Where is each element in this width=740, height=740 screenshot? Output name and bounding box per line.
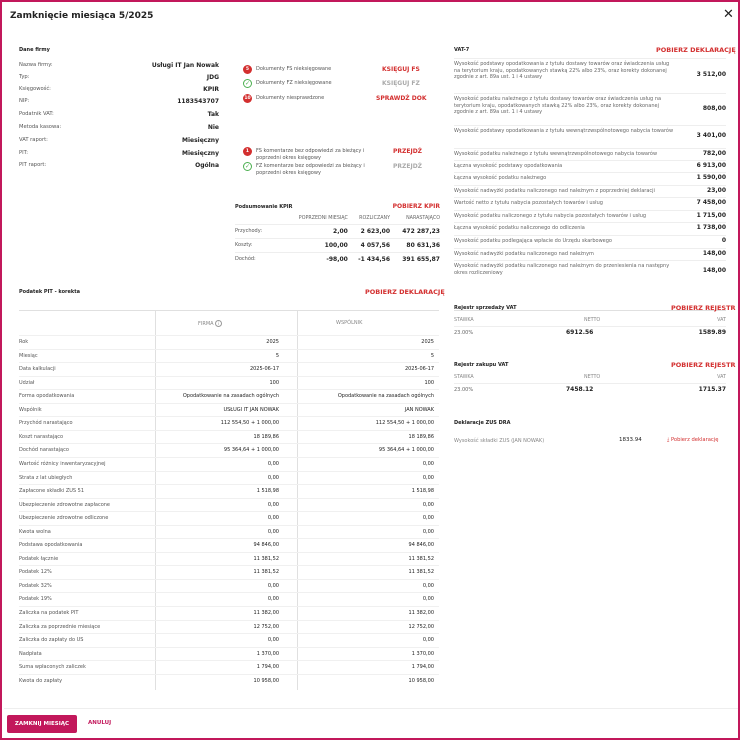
pit-partner-value: 0,00 (422, 596, 434, 603)
doc-status-text: Dokumenty FZ nieksięgowane (256, 80, 332, 86)
firm-value: Ogólna (195, 162, 219, 169)
vat7-label: Wysokość nadwyżki podatku naliczonego nad należnym z poprzedniej deklaracji (454, 188, 655, 194)
vat7-row (454, 185, 726, 197)
vat7-value: 6 913,00 (696, 162, 726, 169)
pit-row (19, 620, 439, 634)
purchase-register-header: STAWKA NETTO VAT (454, 375, 726, 380)
vat7-value: 1 590,00 (696, 174, 726, 181)
firm-row (19, 86, 219, 98)
count-badge: 5 (243, 65, 252, 74)
pit-partner-value: 112 554,50 + 1 000,00 (375, 420, 434, 427)
pit-firm-value: Opodatkowanie na zasadach ogólnych (182, 393, 279, 400)
doc-action-link[interactable]: KSIĘGUJ FS (382, 66, 420, 73)
pit-partner-value: 11 381,52 (408, 569, 434, 576)
purchase-register-row: 23.00% 7458.12 1715.37 (454, 383, 726, 395)
kpir-value: 391 655,87 (402, 255, 440, 263)
pit-label: Dochód narastająco (19, 447, 69, 454)
firm-row (19, 150, 219, 162)
firm-row (19, 98, 219, 110)
doc-action-link[interactable]: KSIĘGUJ FZ (382, 80, 420, 87)
firm-row (19, 162, 219, 174)
vat7-label: Wysokość podstawy opodatkowania z tytułu wewnątrzwspólnotowego nabycia towarów (454, 128, 674, 134)
pit-partner-value: 94 846,00 (408, 542, 434, 549)
vat7-value: 23,00 (707, 187, 726, 194)
pit-row (19, 647, 439, 661)
firm-value: Miesięczny (181, 137, 219, 144)
kpir-value: 100,00 (324, 241, 348, 249)
zus-heading: Deklaracje ZUS DRA (454, 420, 511, 426)
pit-row (19, 498, 439, 512)
vat7-label: Łączna wysokość podatku naliczonego do odliczenia (454, 225, 585, 231)
pit-label: Podatek 32% (19, 582, 52, 589)
pit-label: Suma wpłaconych zaliczek (19, 664, 86, 671)
doc-status-text: FZ komentarze bez odpowiedzi za bieżący i poprzedni okres księgowy (256, 163, 365, 176)
vat7-row (454, 210, 726, 222)
vat7-label: Wysokość podatku należnego z tytułu wewnątrzwspólnotowego nabycia towarów (454, 151, 658, 157)
kpir-row (235, 238, 440, 252)
firm-label: Podatnik VAT: (19, 111, 54, 117)
vat7-value: 3 401,00 (696, 132, 726, 139)
pit-firm-value: 0,00 (267, 582, 279, 589)
firm-value: Miesięczny (181, 150, 219, 157)
pit-firm-value: 0,00 (267, 460, 279, 467)
kpir-label: Dochód: (235, 256, 256, 263)
firm-row (19, 137, 219, 149)
pit-partner-value: 100 (424, 379, 434, 386)
pit-label: Podatek 19% (19, 596, 52, 603)
kpir-col: ROZLICZANY (359, 215, 391, 221)
pit-label: Kwota wolna (19, 528, 51, 535)
download-vat7-link[interactable]: POBIERZ DEKLARACJĘ (656, 46, 736, 54)
pit-row (19, 592, 439, 606)
vat7-value: 1 715,00 (696, 212, 726, 219)
vat7-label: Wysokość nadwyżki podatku naliczonego nad należnym (454, 251, 594, 257)
doc-status-row (243, 148, 443, 164)
pit-partner-value: 2025-06-17 (404, 366, 434, 373)
pit-firm-value: 2025 (266, 339, 279, 345)
vat7-row (454, 197, 726, 209)
doc-status-text: Dokumenty FS nieksięgowane (256, 66, 332, 72)
pit-partner-value: 0,00 (422, 528, 434, 535)
pit-label: Strata z lat ubiegłych (19, 474, 73, 481)
vat7-heading: VAT-7 (454, 47, 470, 53)
pit-partner-value: 2025 (421, 339, 434, 345)
pit-row (19, 552, 439, 566)
pit-label: Ubezpieczenie zdrowotne odliczone (19, 515, 109, 522)
vat7-row (454, 125, 726, 147)
check-icon: ✓ (244, 163, 251, 170)
vat7-value: 0 (721, 237, 726, 244)
pit-firm-value: 18 189,86 (253, 433, 279, 440)
sales-register-heading: Rejestr sprzedaży VAT (454, 305, 517, 311)
vat7-value: 808,00 (702, 104, 726, 112)
pit-row (19, 349, 439, 363)
vat7-value: 7 458,00 (696, 199, 726, 206)
count-badge: 1 (243, 147, 252, 156)
pit-row (19, 606, 439, 620)
firm-value: 1183543707 (177, 98, 219, 105)
pit-partner-value: 1 518,98 (411, 488, 434, 495)
firm-row (19, 111, 219, 123)
vat7-label: Wysokość podatku podlegająca wpłacie do Urzędu skarbowego (454, 238, 612, 244)
pit-firm-value: 112 554,50 + 1 000,00 (220, 420, 279, 427)
pit-row (19, 416, 439, 430)
pit-label: Kwota do zapłaty (19, 677, 63, 684)
doc-action-link[interactable]: PRZEJDŹ (393, 163, 423, 170)
pit-firm-value: 2025-06-17 (249, 366, 279, 373)
pit-partner-value: 0,00 (422, 501, 434, 508)
firm-row (19, 74, 219, 86)
pit-row (19, 430, 439, 444)
zus-label: Wysokość składki ZUS (JAN NOWAK) (454, 438, 545, 444)
doc-status-row (243, 80, 443, 96)
pit-row (19, 484, 439, 498)
purchase-register-heading: Rejestr zakupu VAT (454, 362, 509, 368)
vat7-value: 148,00 (702, 250, 726, 257)
pit-partner-value: 10 958,00 (408, 677, 434, 684)
pit-row (19, 538, 439, 552)
pit-row (19, 633, 439, 647)
pit-partner-value: 11 381,52 (408, 555, 434, 562)
kpir-summary (235, 203, 440, 266)
firm-label: PIT raport: (19, 162, 47, 168)
kpir-label: Koszty: (235, 242, 253, 248)
vat7-label: Łączna wysokość podstawy opodatkowania (454, 163, 563, 169)
pit-label: Data kalkulacji (19, 366, 56, 373)
pit-label: Ubezpieczenie zdrowotne zapłacone (19, 501, 110, 508)
pit-partner-value: 0,00 (422, 637, 434, 644)
firm-label: Nazwa firmy: (19, 62, 53, 68)
doc-status-row (243, 163, 443, 179)
pit-heading: Podatek PIT - korekta (19, 289, 80, 295)
pit-partner-value: 0,00 (422, 582, 434, 589)
pit-label: Podstawa opodatkowania (19, 542, 83, 549)
vat7-label: Wartość netto z tytułu nabycia pozostałych towarów i usług (454, 200, 603, 206)
download-kpir-link[interactable]: POBIERZ KPIR (392, 203, 440, 210)
download-icon: ⤓ (667, 437, 670, 443)
vat7-row (454, 160, 726, 172)
kpir-value: 4 057,56 (360, 241, 391, 249)
pit-partner-value: 0,00 (422, 515, 434, 522)
pit-col-firm: FIRMA i (198, 320, 222, 327)
pit-label: Zapłacone składki ZUS 51 (19, 488, 85, 495)
pit-label: Udział (19, 379, 35, 386)
doc-status-text: Dokumenty niesprawdzone (256, 95, 325, 101)
download-sales-register-link[interactable]: POBIERZ REJESTR (671, 304, 736, 312)
firm-label: Typ: (19, 74, 30, 80)
vat7-value: 782,00 (702, 150, 726, 157)
sales-register-header: STAWKA NETTO VAT (454, 318, 726, 323)
vat7-value: 1 738,00 (696, 224, 726, 231)
pit-firm-value: 1 518,98 (256, 488, 279, 495)
firm-value: Usługi IT Jan Nowak (151, 62, 219, 69)
pit-partner-value: 1 370,00 (411, 650, 434, 657)
download-pit-link[interactable]: POBIERZ DEKLARACJĘ (365, 288, 445, 296)
pit-firm-value: 0,00 (267, 596, 279, 603)
download-purchase-register-link[interactable]: POBIERZ REJESTR (671, 361, 736, 369)
pit-partner-value: 0,00 (422, 460, 434, 467)
pit-row (19, 389, 439, 403)
pit-col-partner: WSPÓLNIK (336, 320, 363, 326)
pit-firm-value: 0,00 (267, 501, 279, 508)
pit-label: Rok (19, 339, 29, 345)
pit-firm-value: USŁUGI IT JAN NOWAK (223, 406, 279, 413)
pit-row (19, 443, 439, 457)
pit-partner-value: Opodatkowanie na zasadach ogólnych (337, 393, 434, 400)
firm-label: VAT raport: (19, 137, 48, 143)
pit-firm-value: 11 381,52 (253, 569, 279, 576)
firm-label: Księgowość: (19, 86, 51, 92)
cancel-button[interactable]: ANULUJ (88, 720, 112, 726)
info-icon[interactable]: i (215, 320, 222, 327)
kpir-col: NARASTAJĄCO (406, 215, 440, 221)
pit-partner-value: 0,00 (422, 474, 434, 481)
pit-firm-value: 0,00 (267, 528, 279, 535)
vat7-row (454, 148, 726, 160)
firm-value: JDG (206, 74, 219, 81)
pit-row (19, 376, 439, 390)
kpir-value: -98,00 (326, 255, 348, 263)
pit-label: Podatek 12% (19, 569, 52, 576)
pit-firm-value: 0,00 (267, 515, 279, 522)
kpir-heading: Podsumowanie KPIR (235, 204, 293, 210)
pit-label: Zaliczka za poprzednie miesiące (19, 623, 101, 630)
firm-value: Nie (207, 124, 219, 131)
pit-firm-value: 5 (275, 352, 279, 359)
close-icon[interactable]: ✕ (723, 7, 734, 22)
pit-firm-value: 1 794,00 (256, 664, 279, 671)
firm-row (19, 62, 219, 74)
vat7-label: Łączna wysokość podatku należnego (454, 175, 547, 181)
download-zus-link[interactable]: ⤓ Pobierz deklarację (667, 437, 719, 443)
kpir-row (235, 224, 440, 238)
pit-partner-value: 12 752,00 (408, 623, 434, 630)
dialog-title: Zamknięcie miesiąca 5/2025 (10, 11, 154, 21)
vat7-value: 148,00 (702, 267, 726, 274)
kpir-value: 472 287,23 (402, 227, 440, 235)
pit-firm-value: 12 752,00 (253, 623, 279, 630)
kpir-value: 2,00 (333, 227, 348, 235)
pit-label: Zaliczka na podatek PIT (19, 610, 79, 616)
pit-row (19, 579, 439, 593)
pit-label: Forma opodatkowania (19, 393, 75, 400)
doc-action-link[interactable]: PRZEJDŹ (393, 148, 423, 155)
pit-label: Podatek łącznie (19, 555, 59, 562)
vat7-label: Wysokość podatku należnego z tytułu dostawy towarów oraz świadczenia usług na terytorium kraju, opodatkowanych stawką 22% albo 23%, oraz korekty dokonanej zgodnie z art. 89a ust. 1 i 4 ustawy (454, 96, 662, 115)
vat7-label: Wysokość podstawy opodatkowania z tytułu dostawy towarów oraz świadczenia usług na terytorium kraju, opodatkowanych stawką 22% albo 23%, oraz korekty dokonanej zgodnie z art. 89a ust. 1 i 4 ustawy (454, 61, 670, 80)
doc-status-row (243, 95, 443, 111)
vat7-row (454, 58, 726, 92)
vat7-label: Wysokość podatku naliczonego z tytułu nabycia pozostałych towarów i usług (454, 213, 647, 219)
pit-partner-value: 18 189,86 (408, 433, 434, 440)
pit-firm-value: 11 382,00 (253, 610, 279, 616)
firm-label: Metoda kasowa: (19, 124, 62, 130)
firm-heading: Dane firmy (19, 47, 50, 53)
pit-firm-value: 100 (269, 379, 279, 386)
vat7-row (454, 248, 726, 260)
vat7-value: 3 512,00 (696, 71, 726, 78)
firm-value: Tak (207, 111, 219, 118)
vat7-row (454, 222, 726, 234)
pit-firm-value: 11 381,52 (253, 555, 279, 562)
pit-row (19, 525, 439, 539)
vat7-row (454, 172, 726, 184)
kpir-col: POPRZEDNI MIESIĄC (298, 215, 348, 221)
pit-label: Wartość różnicy inwentaryzacyjnej (19, 460, 106, 467)
pit-row (19, 674, 439, 688)
close-month-button[interactable]: ZAMKNIJ MIESIĄC (7, 715, 77, 733)
firm-value: KPIR (203, 86, 219, 93)
pit-partner-value: 95 364,64 + 1 000,00 (378, 447, 434, 454)
pit-row (19, 660, 439, 674)
pit-label: Koszt narastająco (19, 433, 64, 440)
pit-partner-value: 5 (430, 352, 434, 359)
kpir-row (235, 252, 440, 266)
pit-label: Zaliczka do zapłaty do US (19, 637, 84, 644)
firm-label: NIP: (19, 98, 30, 104)
pit-label: Nadpłata (19, 650, 42, 657)
pit-row (19, 403, 439, 417)
pit-firm-value: 0,00 (267, 637, 279, 644)
check-icon: ✓ (244, 80, 251, 87)
pit-firm-value: 0,00 (267, 474, 279, 481)
kpir-label: Przychody: (235, 228, 262, 234)
kpir-value: 2 623,00 (360, 227, 391, 235)
kpir-value: -1 434,56 (358, 255, 391, 263)
pit-row (19, 511, 439, 525)
doc-action-link[interactable]: SPRAWDŹ DOK (376, 95, 427, 102)
firm-label: PIT: (19, 150, 29, 156)
vat7-label: Wysokość nadwyżki podatku naliczonego nad należnym do przeniesienia na następny okres rozliczeniowy (454, 263, 670, 276)
pit-partner-value: 1 794,00 (411, 664, 434, 671)
pit-row (19, 471, 439, 485)
vat7-row (454, 93, 726, 124)
pit-label: Przychód narastająco (19, 420, 73, 427)
pit-partner-value: JAN NOWAK (404, 406, 434, 413)
pit-firm-value: 95 364,64 + 1 000,00 (223, 447, 279, 454)
pit-row (19, 457, 439, 471)
vat7-row (454, 260, 726, 282)
sales-register-row: 23.00% 6912.56 1589.89 (454, 326, 726, 338)
pit-partner-value: 11 382,00 (408, 610, 434, 616)
zus-value: 1833.94 (619, 437, 642, 443)
count-badge: 10 (244, 96, 251, 101)
pit-firm-value: 1 370,00 (256, 650, 279, 657)
pit-label: Wspólnik (19, 406, 42, 413)
kpir-value: 80 631,36 (406, 241, 440, 249)
pit-firm-value: 94 846,00 (253, 542, 279, 549)
pit-row (19, 565, 439, 579)
pit-row (19, 362, 439, 376)
doc-status-text: FS komentarze bez odpowiedzi za bieżący i poprzedni okres księgowy (256, 148, 365, 161)
pit-row (19, 335, 439, 349)
vat7-row (454, 235, 726, 247)
pit-label: Miesiąc (19, 352, 38, 359)
firm-row (19, 124, 219, 136)
pit-firm-value: 10 958,00 (253, 677, 279, 684)
